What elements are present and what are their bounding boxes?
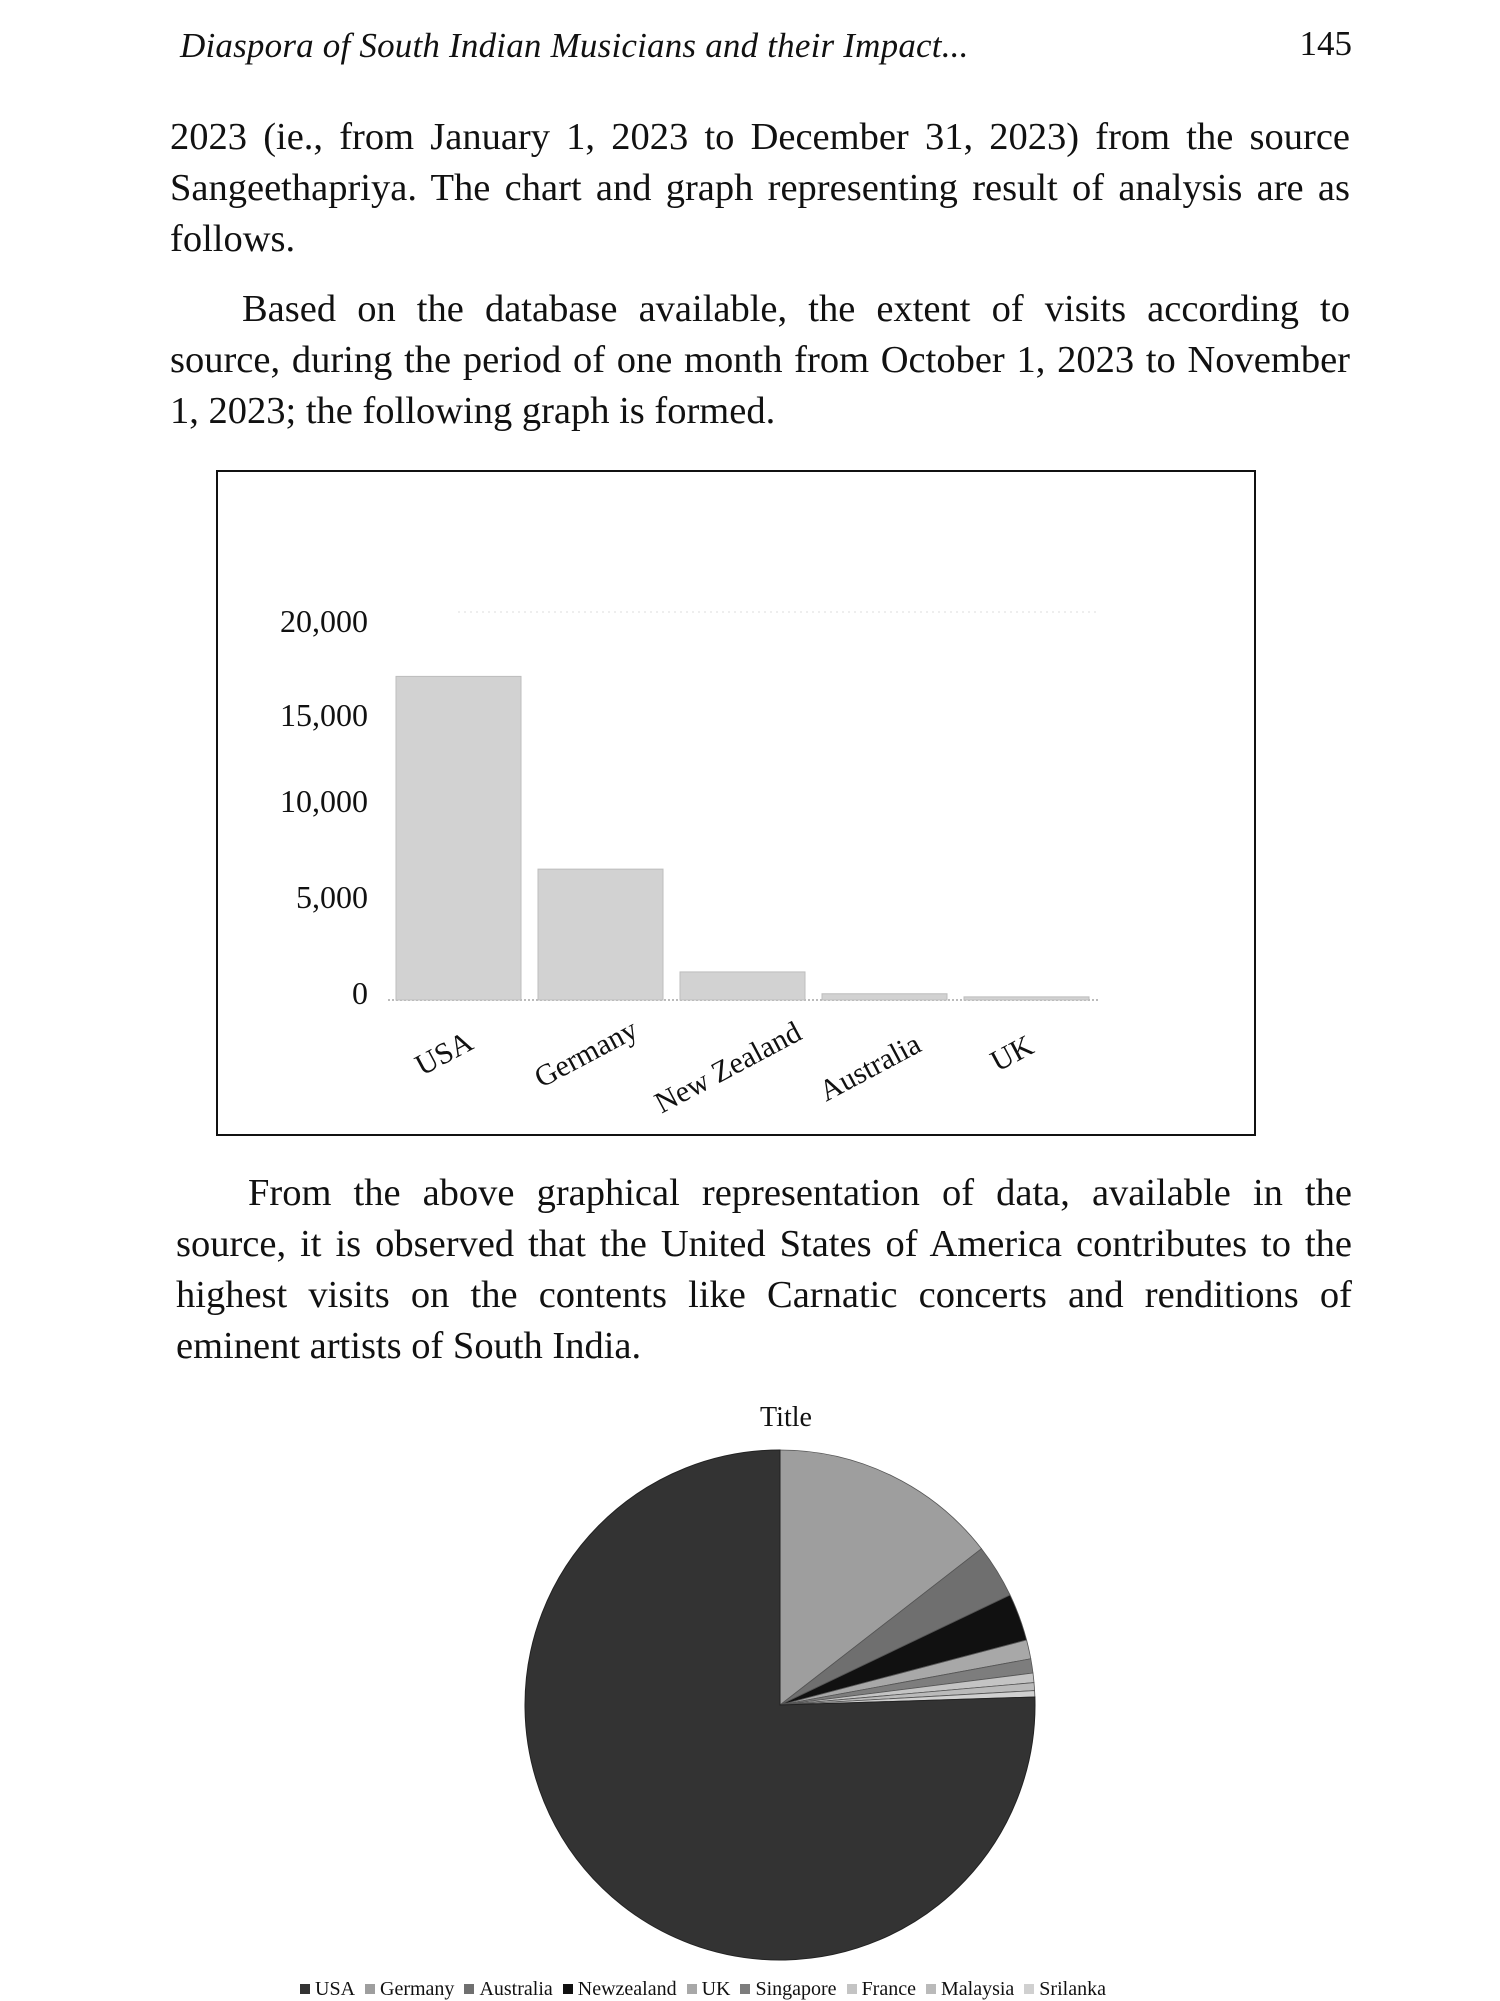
legend-swatch bbox=[926, 1984, 936, 1994]
legend-item-france bbox=[847, 1978, 916, 2001]
y-tick-label: 20,000 bbox=[280, 603, 368, 639]
paragraph-3: From the above graphical representation of data, available in the source, it is observed that the United States of America contributes to the highest visits on the contents like Carnatic concerts and renditions of eminent artists of South India. bbox=[176, 1172, 1352, 1367]
legend-swatch bbox=[1024, 1984, 1034, 1994]
x-category-label: UK bbox=[985, 1028, 1039, 1079]
legend-item-newzealand bbox=[563, 1978, 677, 2001]
legend-item-srilanka bbox=[1024, 1978, 1106, 2001]
legend-item-australia bbox=[464, 1978, 552, 2001]
x-category-label: New Zealand bbox=[649, 1015, 807, 1120]
x-category-label: USA bbox=[409, 1024, 479, 1083]
legend-item-singapore bbox=[740, 1978, 836, 2001]
paragraph-2: Based on the database available, the extent of visits according to source, during the period of one month from October 1, 2023 to November 1, 2023; the following graph is formed. bbox=[170, 288, 1350, 432]
pie-title: Title bbox=[760, 1402, 812, 1433]
legend-swatch bbox=[847, 1984, 857, 1994]
running-head bbox=[180, 26, 1360, 86]
legend-item-malaysia bbox=[926, 1978, 1014, 2001]
legend-item-uk bbox=[687, 1978, 731, 2001]
legend-label: Germany bbox=[380, 1978, 455, 2000]
paragraph-1: 2023 (ie., from January 1, 2023 to December 31, 2023) from the source Sangeethapriya. The chart and graph representing result of analysis are as follows. bbox=[170, 116, 1350, 260]
legend-label: UK bbox=[701, 1978, 731, 2000]
y-tick-label: 10,000 bbox=[280, 783, 368, 819]
bar-germany bbox=[538, 869, 663, 1000]
pie-legend bbox=[300, 1978, 1300, 2001]
legend-item-usa bbox=[300, 1978, 355, 2001]
legend-label: France bbox=[861, 1978, 916, 2000]
bar-chart bbox=[218, 472, 1254, 1134]
y-tick-label: 15,000 bbox=[280, 697, 368, 733]
bar-uk bbox=[964, 997, 1089, 1000]
bar-usa bbox=[396, 676, 521, 1000]
legend-swatch bbox=[563, 1984, 573, 1994]
legend-label: Newzealand bbox=[577, 1978, 677, 2000]
legend-swatch bbox=[300, 1984, 310, 1994]
bar-new-zealand bbox=[680, 972, 805, 1000]
x-category-label: Australia bbox=[813, 1027, 927, 1108]
y-tick-label: 0 bbox=[352, 975, 368, 1011]
page-number: 145 bbox=[1299, 24, 1352, 63]
legend-label: Srilanka bbox=[1039, 1978, 1106, 2000]
legend-item-germany bbox=[365, 1978, 454, 2001]
legend-label: Australia bbox=[479, 1978, 553, 2000]
legend-label: Malaysia bbox=[940, 1978, 1015, 2000]
legend-swatch bbox=[365, 1984, 375, 1994]
legend-swatch bbox=[740, 1984, 750, 1994]
x-category-label: Germany bbox=[529, 1012, 644, 1095]
running-title: Diaspora of South Indian Musicians and their Impact... bbox=[180, 26, 969, 65]
bar-australia bbox=[822, 994, 947, 1000]
legend-swatch bbox=[687, 1984, 697, 1994]
legend-label: Singapore bbox=[755, 1978, 837, 2000]
pie-chart bbox=[300, 1390, 1200, 1975]
bar-chart-frame bbox=[216, 470, 1256, 1136]
legend-swatch bbox=[464, 1984, 474, 1994]
y-tick-label: 5,000 bbox=[296, 879, 368, 915]
legend-label: USA bbox=[315, 1978, 356, 2000]
pie-chart-wrap bbox=[300, 1390, 1200, 1990]
